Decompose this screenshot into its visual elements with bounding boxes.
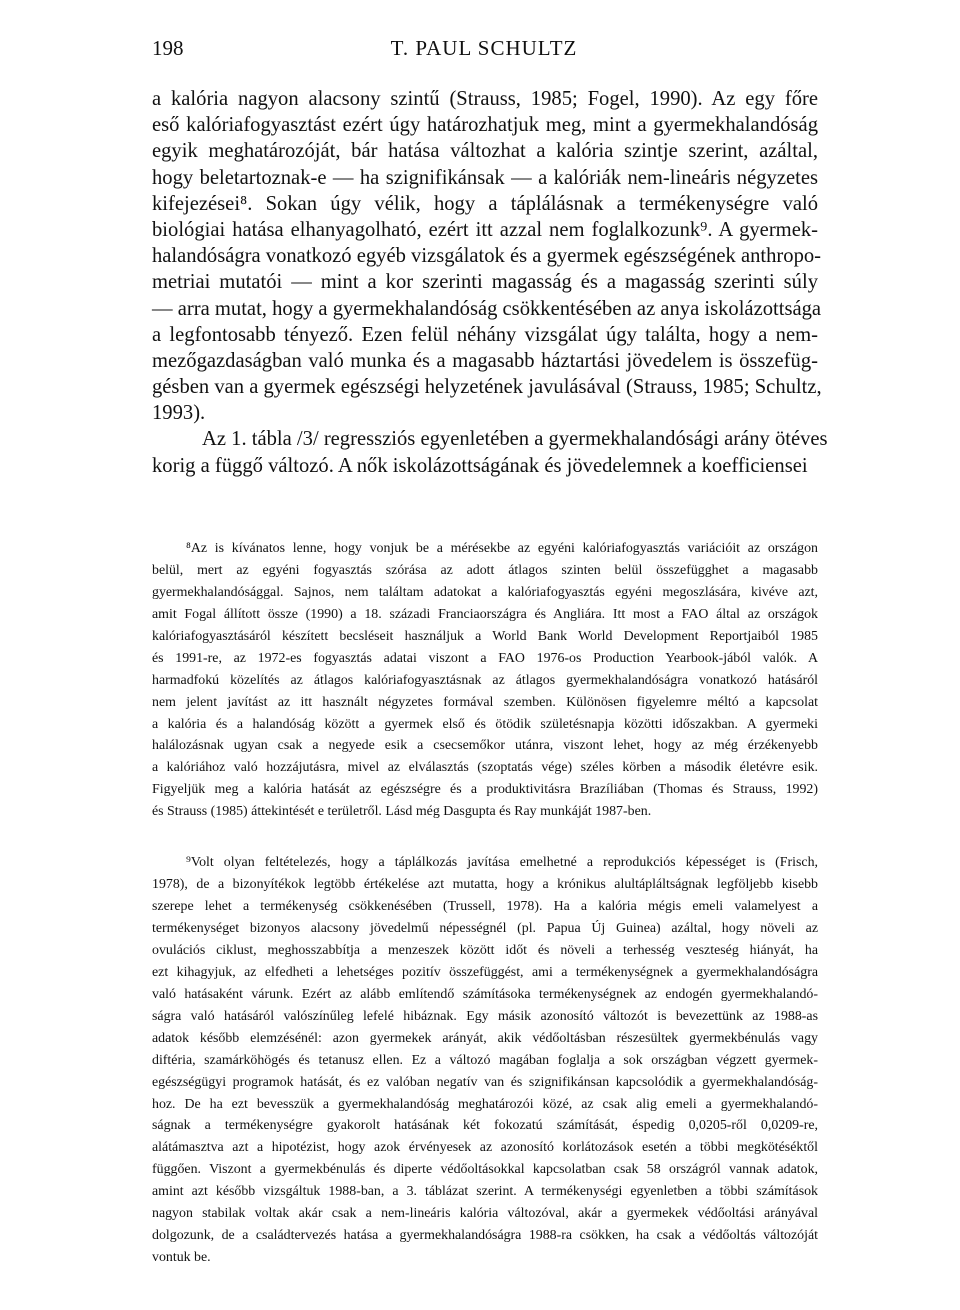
body-line: halandóságra vonatkozó egyéb vizsgálatok és a gyermek egészségének anthropo- bbox=[152, 245, 822, 268]
body-line: korig a függő változó. A nők iskolázottságának és jövedelemnek a koefficiensei bbox=[152, 454, 808, 477]
footnote-line: a kalóriához való hozzájutásra, mivel az elválasztás (szoptatás vége) széles körben a második életévre esik. bbox=[152, 760, 818, 776]
footnote-line: belül, mert az egyéni fogyasztás szórása az adott átlagos szinten belül összefügghet a magasabb bbox=[152, 562, 818, 578]
body-line: a kalória nagyon alacsony szintű (Strauss, 1985; Fogel, 1990). Az egy főre bbox=[152, 88, 818, 110]
body-line: metriai mutatói — mint a kor szerinti magasság és a magasság szerinti súly bbox=[152, 271, 818, 294]
footnote bbox=[152, 538, 818, 823]
running-head: T. PAUL SCHULTZ bbox=[390, 36, 578, 60]
footnote-line: nagyon stabilak voltak akár csak a nem-lineáris kalória változóval, akár a gyermekek védőoltási arányával bbox=[152, 1206, 818, 1222]
body-line: hogy beletartoznak-e — ha szignifikánsak — a kalóriák nem-lineáris négyzetes bbox=[152, 166, 818, 189]
body-line: biológiai hatása elhanyagolható, ezért itt azzal nem foglalkozunk⁹. A gyermek- bbox=[152, 218, 818, 241]
footnote-line: Figyeljük meg a kalória hatását az egészségre és a produktivitásra Brazíliában (Thomas és Strauss, 1992) bbox=[152, 782, 818, 798]
footnote-line: nem jelent javítást az itt használt négyzetes formával szemben. Különösen figyelemre méltó a kapcsolat bbox=[152, 694, 818, 710]
footnote-line: harmadfokú közelítés az átlagos kalóriafogyasztásnak az átlagos gyermekhalandóságra vonatkozó hatásáról bbox=[152, 672, 818, 688]
footnote-line: egészségügyi programok hatását, és ez valóban negatív van és szignifikánsan kapcsolódik a gyermekhalandóság- bbox=[152, 1074, 818, 1090]
footnote-line: halálozásnak ugyan csak a negyede esik a csecsemőkor utánra, viszont lehet, hogy az még érzékenyebb bbox=[152, 738, 818, 754]
footnote-line: dolgozunk, de a családtervezés hatása a gyermekhalandóságra 1988-ra csökken, ha csak a védőoltás változóját bbox=[152, 1228, 818, 1244]
footnote-line: termékenységet bizonyos alacsony jövedelmű népességnél (pl. Papua Új Guinea) azáltal, hogy növeli az bbox=[152, 921, 818, 936]
body-line: kifejezései⁸. Sokan úgy vélik, hogy a táplálásnak a termékenységre való bbox=[152, 192, 818, 215]
body-text bbox=[152, 86, 828, 479]
footnote-line: ságra való hatásáról valószínűleg lefelé hibáznak. Egy másik azonosító változót is bevezettünk az 1988-as bbox=[152, 1008, 818, 1024]
body-line: Az 1. tábla /3/ regressziós egyenletében a gyermekhalandósági arány ötéves bbox=[202, 428, 828, 451]
footnote-line: kalóriafogyasztásáról készített becsléseit használjuk a World Bank World Development Reportjaiból 1985 bbox=[152, 628, 818, 644]
body-line: mezőgazdaságban való munka és a magasabb háztartási jövedelem is összefüg- bbox=[152, 349, 818, 372]
footnote-line: ezt kihagyjuk, az elfedheti a lehetséges pozitív összefüggést, ami a termékenységnek a gyermekhalandóságra bbox=[152, 964, 818, 980]
footnote-line: és Strauss (1985) áttekintését e területről. Lásd még Dasgupta és Ray munkáját 1987-ben. bbox=[152, 804, 652, 820]
footnote-line: diftéria, szamárköhögés és tetanusz ellen. Ez a változó magában foglalja a sok országban végzett gyermek- bbox=[152, 1052, 818, 1068]
footnote-line: ⁸Az is kívánatos lenne, hogy vonjuk be a mérésekbe az egyéni kalóriafogyasztás variációit az országon bbox=[186, 541, 818, 556]
footnote-line: függően. Viszont a gyermekbénulás és diperte védőoltásokkal kapcsolatban csak 58 országról vannak adatok, bbox=[152, 1162, 818, 1178]
footnote-line: szerepe lehet a termékenység csökkenésében (Trussell, 1978). Ha a kalória mégis emeli valamelyest a bbox=[152, 899, 818, 915]
body-line: a legfontosabb tényező. Ezen felül néhány vizsgálat úgy találta, hogy a nem- bbox=[152, 323, 818, 346]
footnote-line: amint azt később vizsgáltuk 1988-ban, a 3. táblázat szerint. A termékenységi egyenletben a többi számítások bbox=[152, 1184, 818, 1200]
footnote-gap bbox=[152, 823, 818, 852]
footnote-line: ovulációs ciklust, meghosszabbítja a menzeszek között időt és növeli a terhesség veszteség hiányát, ha bbox=[152, 942, 818, 958]
footnote-line: alátámasztva azt a hipotézist, hogy azok érvényesek az azonosító korlátozások esetén a többi megkötéséktől bbox=[152, 1140, 818, 1156]
body-line: egyik meghatározóját, bár hatása változhat a kalória szintje szerint, azáltal, bbox=[152, 140, 818, 163]
footnote-line: vontuk be. bbox=[152, 1250, 211, 1266]
footnotes bbox=[152, 538, 818, 1269]
footnote-line: adatok később elemzésénél: azon gyermekek arányát, akik védőoltásban részesültek gyermekbénulás vagy bbox=[152, 1030, 818, 1046]
footnote-line: és 1991-re, az 1972-es fogyasztás adatai viszont a FAO 1976-os Production Yearbook-jából valók. A bbox=[152, 650, 818, 666]
footnote-line: hoz. De ha ezt bevesszük a gyermekhalandóság meghatározói közé, az csak alig emeli a gyermekhalandó- bbox=[152, 1096, 818, 1112]
body-line: eső kalóriafogyasztást ezért úgy határozhatjuk meg, mint a gyermekhalandóság bbox=[152, 114, 818, 137]
footnote bbox=[152, 852, 818, 1269]
footnote-line: a kalória és a halandóság között a gyermek első és ötödik születésnapja közötti időszakban. A gyermeki bbox=[152, 716, 818, 732]
body-line: — arra mutat, hogy a gyermekhalandóság csökkentésében az anya iskolázottsága bbox=[152, 297, 822, 320]
page-number: 198 bbox=[152, 36, 184, 60]
footnote-line: ságnak a termékenységre gyakorolt hatásának két fokozatú számítását, éspedig 0,0205-ről 0,0209-re, bbox=[152, 1118, 818, 1134]
footnote-line: való hatásaként várunk. Ezért az alább említendő számításoka termékenységnek az endogén gyermekhalandó- bbox=[152, 986, 818, 1002]
footnote-line: ⁹Volt olyan feltételezés, hogy a táplálkozás javítása emelhetné a reprodukciós képességet is (Frisch, bbox=[186, 855, 818, 871]
footnote-line: 1978), de a bizonyítékok legtöbb értékelése azt mutatta, hogy a krónikus alultápláltságnak legföljebb kisebb bbox=[152, 877, 818, 893]
footnote-line: gyermekhalandósággal. Sajnos, nem találtam adatokat a kalóriafogyasztás egyéni megoszlására, kivéve azt, bbox=[152, 584, 818, 600]
footnote-line: amit Fogal állított össze (1990) a 18. századi Franciaországra és Angliára. Itt most a FAO által az országok bbox=[152, 606, 818, 622]
body-line: gésben van a gyermek egészségi helyzetének javulásával (Strauss, 1985; Schultz, bbox=[152, 376, 822, 399]
body-line: 1993). bbox=[152, 402, 206, 425]
page-header bbox=[152, 36, 816, 66]
